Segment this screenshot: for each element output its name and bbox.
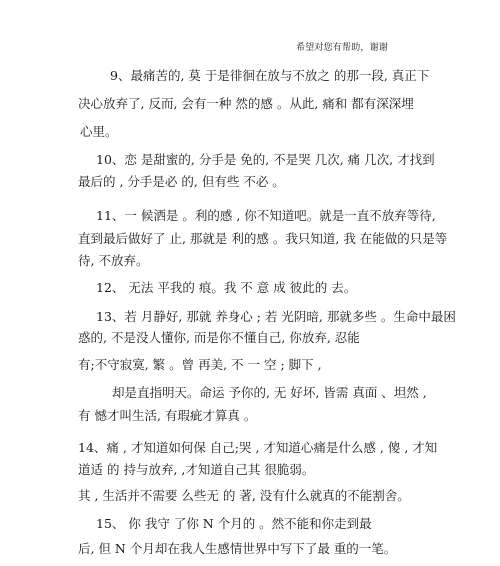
- paragraph-11-line-3: 待, 不放弃。: [78, 253, 149, 268]
- paragraph-12: 12、 无法 平我的 痕。我 不 意 成 彼此的 去。: [96, 280, 357, 295]
- paragraph-14-line-2: 道适 的 持与放弃, ,才知道自己其 很脆弱。: [78, 462, 315, 477]
- paragraph-13-line-1: 13、若 月静好, 那就 养身心 ; 若 光阴暗, 那就多些 。生命中最困: [96, 309, 456, 324]
- paragraph-14-line-1: 14、痛 , 才知道如何保 自己;哭 , 才知道心痛是什么感 , 傻 , 才知: [78, 440, 438, 455]
- paragraph-9-line-3: 心里。: [80, 124, 118, 139]
- paragraph-14-line-3: 其 , 生活并不需要 么些无 的 著, 没有什么就真的不能割舍。: [78, 488, 410, 503]
- paragraph-13-line-5: 有 憾才叫生活, 有瑕疵才算真 。: [78, 408, 257, 423]
- paragraph-9-line-1: 9、最痛苦的, 莫 于是徘徊在放与不放之 的那一段, 真正下: [110, 68, 430, 83]
- paragraph-13-line-4: 却是直指明天。命运 予你的, 无 好坏, 皆需 真面 、坦然 ,: [112, 385, 427, 400]
- paragraph-11-line-2: 直到最后做好了 止, 那就是 利的感 。我只知道, 我 在能做的只是等: [78, 231, 448, 246]
- paragraph-10-line-2: 最后的 , 分手是必 的, 但有些 不必 。: [78, 174, 285, 189]
- paragraph-13-line-2: 惑的, 不是没人懂你, 而是你不懂自己, 你放弃, 忍能: [78, 330, 360, 345]
- header-note: 希望对您有帮助，谢谢: [296, 43, 389, 53]
- paragraph-13-line-3: 有;不守寂寞, 繁 。曾 再美, 不 一 空 ; 脚下 ,: [78, 357, 322, 372]
- paragraph-15-line-2: 后, 但 N 个月却在我人生感情世界中写下了最 重的一笔。: [78, 541, 397, 556]
- paragraph-11-line-1: 11、一 候洒是 。利的感 , 你不知道吧。就是一直不放弃等待,: [96, 208, 436, 223]
- paragraph-9-line-2: 决心放弃了, 反而, 会有一种 然的感 。从此, 痛和 都有深深埋: [78, 96, 414, 111]
- paragraph-10-line-1: 10、恋 是甜蜜的, 分手是 免的, 不是哭 几次, 痛 几次, 才找到: [96, 152, 435, 167]
- paragraph-15-line-1: 15、 你 我守 了你 N 个月的 。然不能和你走到最: [96, 516, 372, 531]
